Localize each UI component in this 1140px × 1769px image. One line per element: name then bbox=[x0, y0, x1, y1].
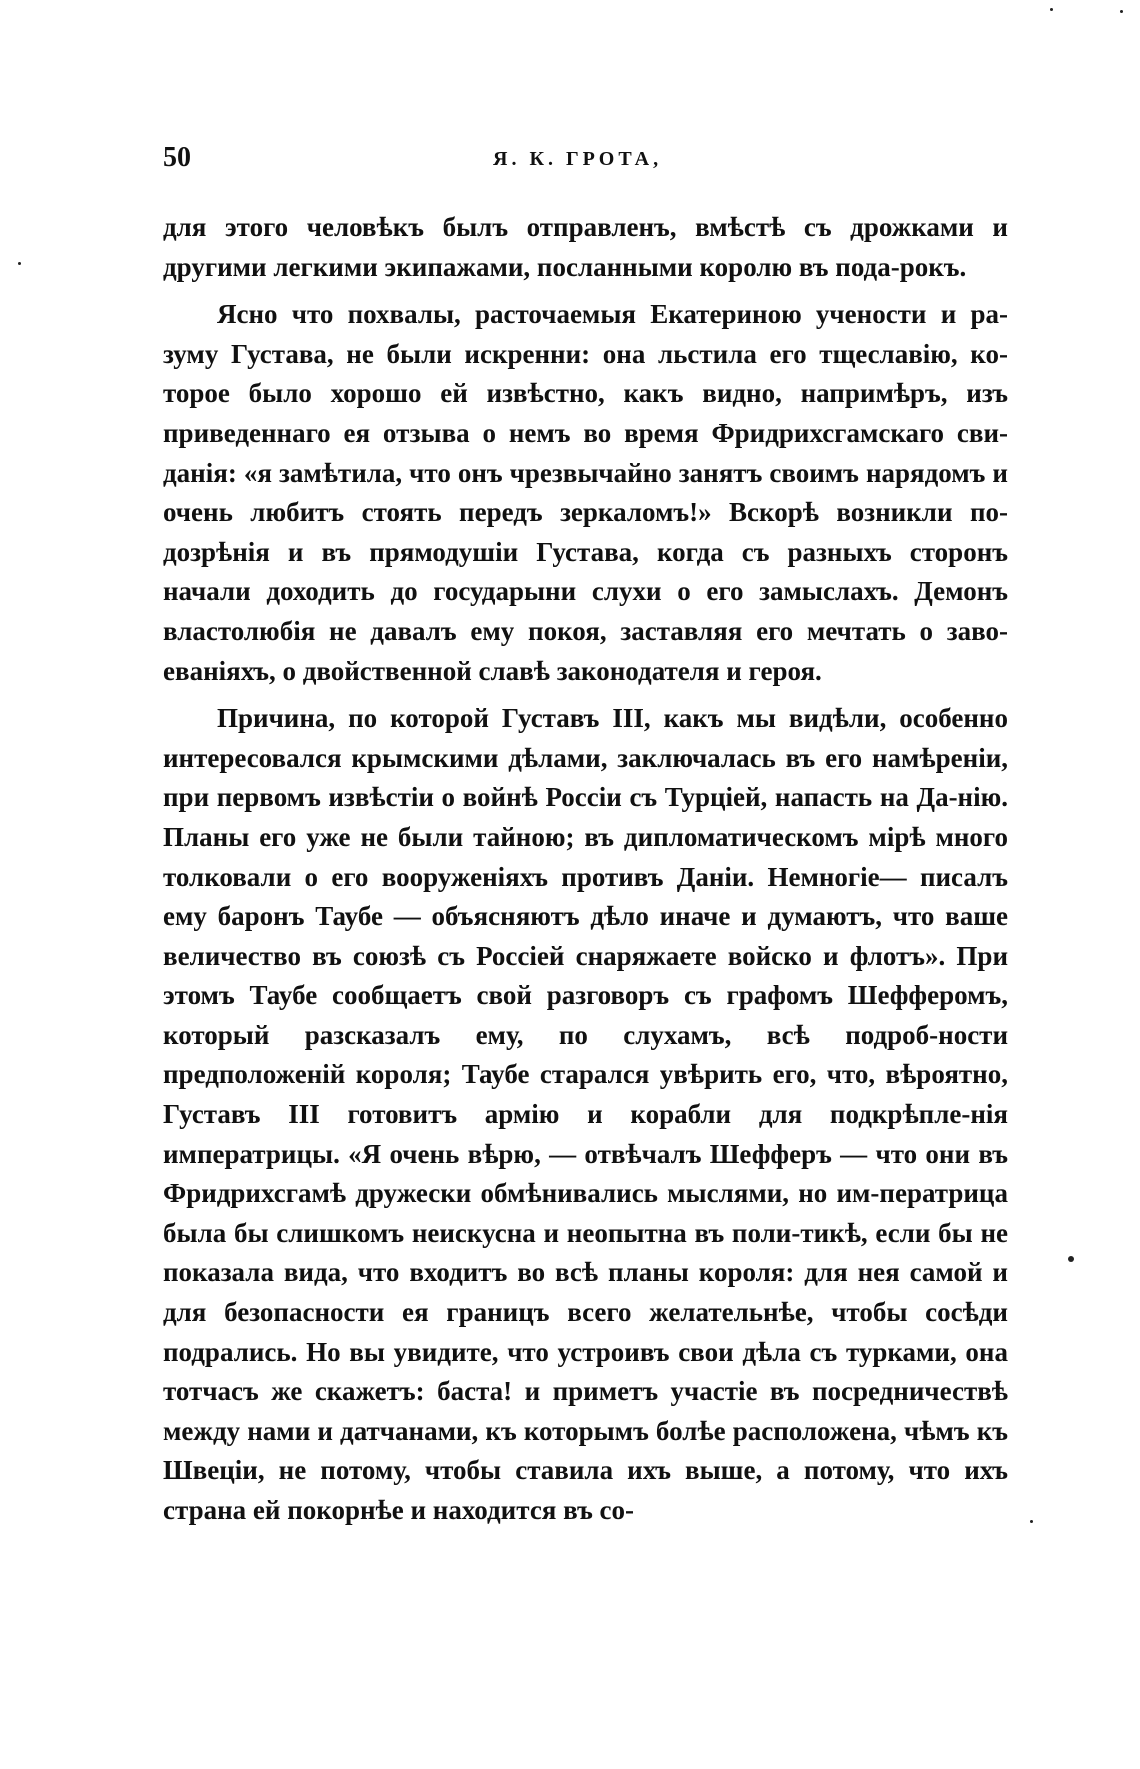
scan-speck bbox=[18, 262, 21, 265]
body-text bbox=[163, 208, 1008, 1531]
scan-speck bbox=[1068, 1256, 1074, 1262]
scan-speck bbox=[1050, 8, 1053, 11]
scan-speck bbox=[1120, 10, 1123, 13]
paragraph: Ясно что похвалы, расточаемыя Екатериною учености и ра-зуму Густава, не были искренни: она льстила его тщеславію, ко-торое было хорошо ей извѣстно, какъ видно, напримѣръ, изъ приведеннаго ея отзыва о немъ во время Фридрихсгамскаго сви-данія: «я замѣтила, что онъ чрезвычайно занятъ своимъ нарядомъ и очень любитъ стоять передъ зеркаломъ!» Вскорѣ возникли по-дозрѣнія и въ прямодушіи Густава, когда съ разныхъ сторонъ начали доходить до государыни слухи о его замыслахъ. Демонъ властолюбія не давалъ ему покоя, заставляя его мечтать о заво-еваніяхъ, о двойственной славѣ законодателя и героя. bbox=[163, 299, 1008, 686]
page-number: 50 bbox=[163, 142, 191, 173]
paragraph-continued: для этого человѣкъ былъ отправленъ, вмѣстѣ съ дрожками и другими легкими экипажами, посланными королю въ пода-рокъ. bbox=[163, 212, 1008, 282]
page-header bbox=[163, 142, 1013, 182]
scan-speck bbox=[1030, 1520, 1033, 1523]
running-head: Я. К. ГРОТА, bbox=[493, 148, 663, 170]
paragraph: Причина, по которой Густавъ III, какъ мы видѣли, особенно интересовался крымскими дѣлами, заключалась въ его намѣреніи, при первомъ извѣстіи о войнѣ Россіи съ Турціей, напасть на Да-нію. Планы его уже не были тайною; въ дипломатическомъ мірѣ много толковали о его вооруженіяхъ противъ Даніи. Немногіе— писалъ ему баронъ Таубе — объясняютъ дѣло иначе и думаютъ, что ваше величество въ союзѣ съ Россіей снаряжаете войско и флотъ». При этомъ Таубе сообщаетъ свой разговоръ съ графомъ Шефферомъ, который разсказалъ ему, по слухамъ, всѣ подроб-ности предположеній короля; Таубе старался увѣрить его, что, вѣроятно, Густавъ III готовитъ армію и корабли для подкрѣпле-нія императрицы. «Я очень вѣрю, — отвѣчалъ Шефферъ — что они въ Фридрихсгамѣ дружески обмѣнивались мыслями, но им-ператрица была бы слишкомъ неискусна и неопытна въ поли-тикѣ, если бы не показала вида, что входитъ во всѣ планы короля: для нея самой и для безопасности ея границъ всего желательнѣе, чтобы сосѣди подрались. Но вы увидите, что устроивъ свои дѣла съ турками, она тотчасъ же скажетъ: баста! и приметъ участіе въ посредничествѣ между нами и датчанами, къ которымъ болѣе расположена, чѣмъ къ Швеціи, не потому, чтобы ставила ихъ выше, а потому, что ихъ страна ей покорнѣе и находится въ со- bbox=[163, 703, 1008, 1525]
